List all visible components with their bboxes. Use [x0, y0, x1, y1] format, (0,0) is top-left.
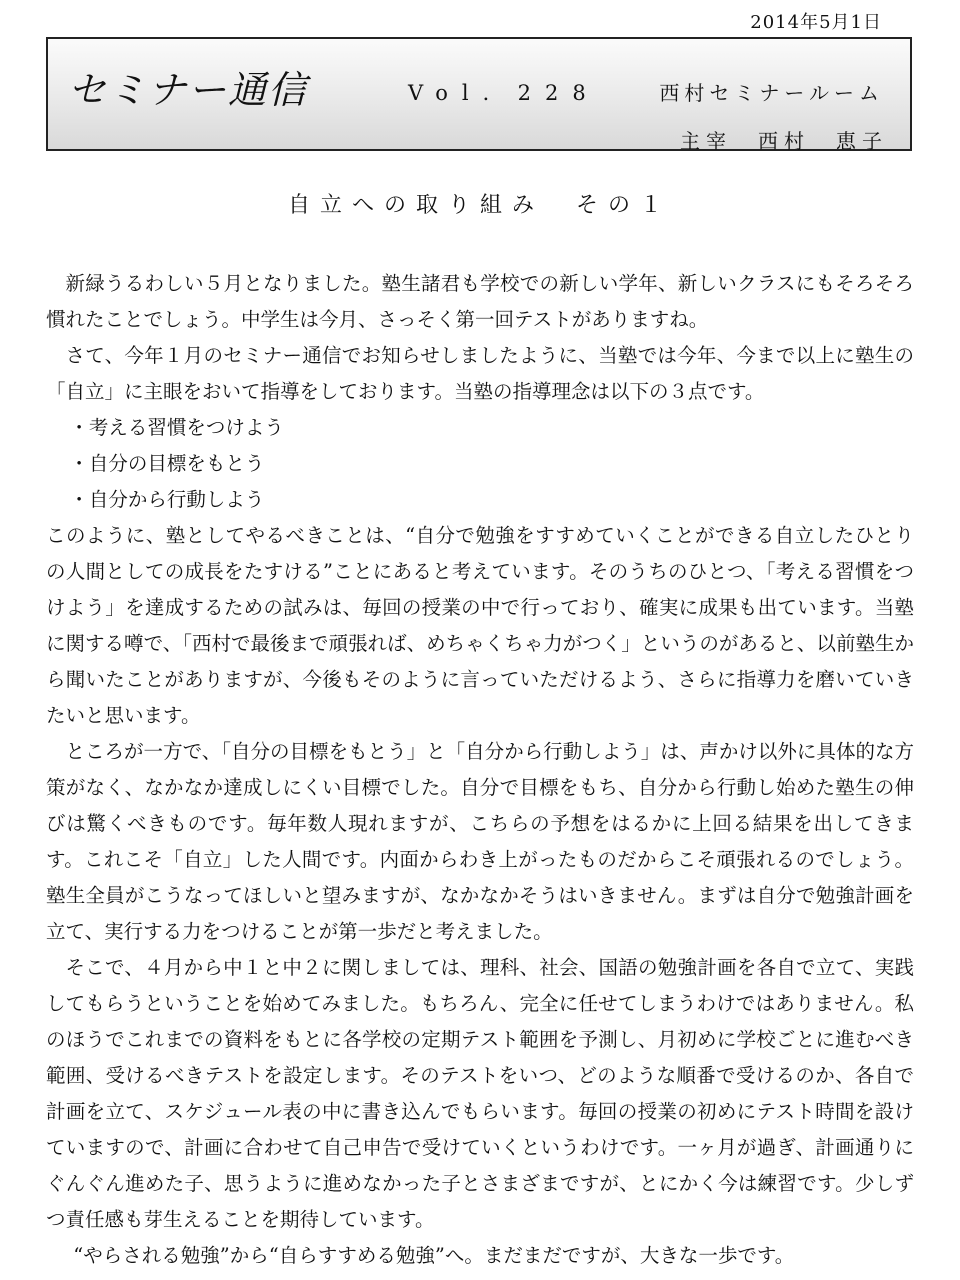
newsletter-title: セミナー通信	[68, 68, 309, 112]
paragraph-challenge: ところが一方で、「自分の目標をもとう」と「自分から行動しよう」は、声かけ以外に具体的な方策がなく、なかなか達成しにくい目標でした。自分で目標をもち、自分から行動し始めた塾生の伸びは驚くべきものです。毎年数人現れますが、こちらの予想をはるかに上回る結果を出してきます。これこそ「自立」した人間です。内面からわき上がったものだからこそ頑張れるのでしょう。塾生全員がこうなってほしいと望みますが、なかなかそうはいきません。まずは自分で勉強計画を立て、実行する力をつけることが第一歩だと考えました。	[46, 740, 914, 943]
volume-number: Vol．228	[408, 81, 600, 105]
principle-item: ・自分の目標をもとう	[69, 452, 265, 475]
paragraph-greeting: 新緑うるわしい５月となりました。塾生諸君も学校での新しい学年、新しいクラスにもそろそろ慣れたことでしょう。中学生は今月、さっそく第一回テストがありますね。	[46, 272, 914, 331]
closing-line: “やらされる勉強”から“自らすすめる勉強”へ。まだまだですが、大きな一歩です。	[73, 1244, 795, 1267]
principle-item: ・考える習慣をつけよう	[69, 416, 284, 439]
newsletter-header	[46, 37, 912, 151]
principle-item: ・自分から行動しよう	[69, 488, 265, 511]
article-headline: 自立への取り組み その１	[287, 193, 672, 218]
paragraph-mission: このように、塾としてやるべきことは、“自分で勉強をすすめていくことができる自立したひとりの人間としての成長をたすける”ことにあると考えています。そのうちのひとつ、「考える習慣をつけよう」を達成するための試みは、毎回の授業の中で行っており、確実に成果も出ています。当塾に関する噂で、「西村で最後まで頑張れば、めちゃくちゃ力がつく」というのがあると、以前塾生から聞いたことがありますが、今後もそのように言っていただけるよう、さらに指導力を磨いていきたいと思います。	[46, 524, 914, 727]
newsletter-date: 2014年5月1日	[750, 12, 882, 33]
paragraph-policy: さて、今年１月のセミナー通信でお知らせしましたように、当塾では今年、今まで以上に塾生の「自立」に主眼をおいて指導をしております。当塾の指導理念は以下の３点です。	[46, 344, 914, 403]
organization-name: 西村セミナールーム	[659, 81, 884, 105]
article-body	[46, 266, 914, 1274]
paragraph-plan: そこで、４月から中１と中２に関しましては、理科、社会、国語の勉強計画を各自で立て、実践してもらうということを始めてみました。もちろん、完全に任せてしまうわけではありません。私のほうでこれまでの資料をもとに各学校の定期テスト範囲を予測し、月初めに学校ごとに進むべき範囲、受けるべきテストを設定します。そのテストをいつ、どのような順番で受けるのか、各自で計画を立て、スケジュール表の中に書き込んでもらいます。毎回の授業の初めにテスト時間を設けていますので、計画に合わせて自己申告で受けていくというわけです。一ヶ月が過ぎ、計画通りにぐんぐん進めた子、思うように進めなかった子とさまざまですが、とにかく今は練習です。少しずつ責任感も芽生えることを期待しています。	[46, 956, 914, 1231]
editor-name: 主宰 西村 恵子	[680, 129, 888, 153]
